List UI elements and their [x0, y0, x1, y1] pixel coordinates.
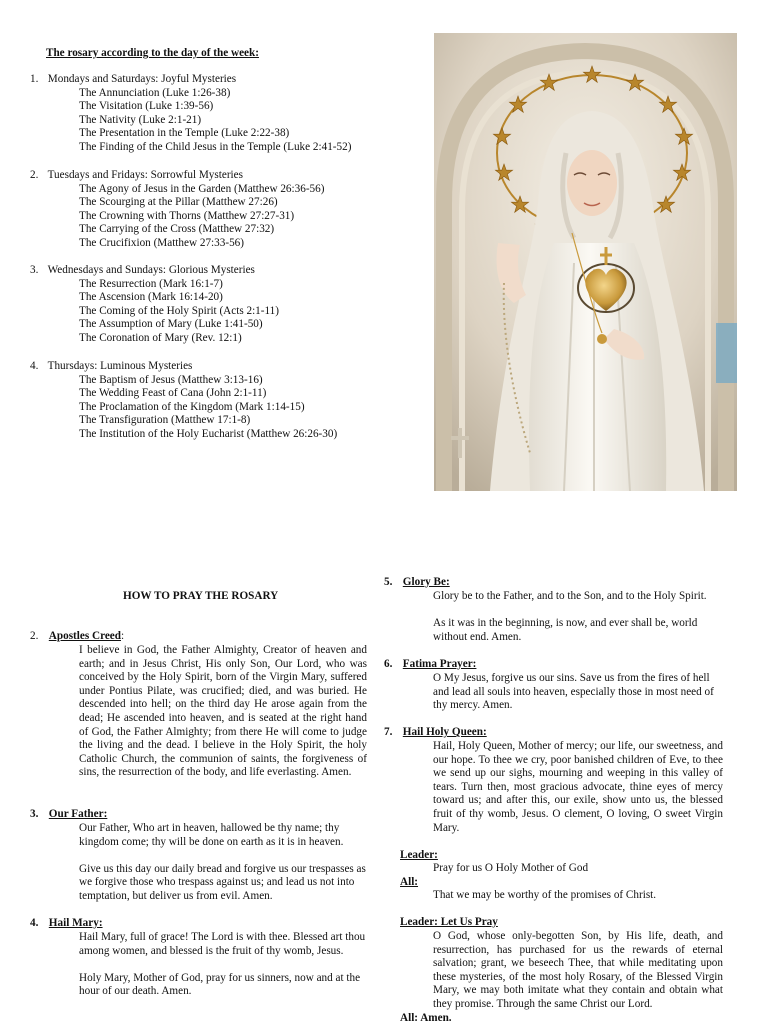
mystery-item: The Wedding Feast of Cana (John 2:1-11) — [79, 387, 267, 400]
prayer-paragraph: That we may be worthy of the promises of Christ. — [433, 889, 657, 901]
mystery-item: The Baptism of Jesus (Matthew 3:13-16) — [79, 373, 263, 386]
hail-mary-text — [79, 931, 369, 999]
list-number: 4. — [30, 360, 39, 372]
hail-holy-queen-heading — [384, 726, 487, 740]
our-father-text — [79, 822, 369, 904]
virgin-mary-statue-image — [434, 33, 737, 491]
day-label: Thursdays: Luminous Mysteries — [47, 360, 193, 372]
how-to-pray-title: HOW TO PRAY THE ROSARY — [123, 590, 279, 602]
our-father-heading — [30, 808, 107, 822]
section-title: Apostles Creed — [48, 630, 121, 642]
list-number: 3. — [30, 264, 39, 276]
rosary-days-title: The rosary according to the day of the week: — [46, 47, 259, 59]
section-title: Our Father: — [48, 808, 108, 820]
mystery-item: The Crowning with Thorns (Matthew 27:27-31) — [79, 209, 295, 222]
section-title: Hail Holy Queen: — [402, 726, 487, 738]
list-number: 4. — [30, 917, 39, 929]
mystery-item: The Institution of the Holy Eucharist (Matthew 26:26-30) — [79, 427, 338, 440]
list-number: 5. — [384, 576, 393, 588]
list-number: 2. — [30, 169, 39, 181]
let-us-pray-heading: Leader: Let Us Pray — [400, 916, 498, 928]
list-number: 3. — [30, 808, 39, 820]
prayer-paragraph: Glory be to the Father, and to the Son, and to the Holy Spirit. — [433, 590, 707, 602]
mystery-item: The Transfiguration (Matthew 17:1-8) — [79, 414, 251, 427]
list-number: 6. — [384, 658, 393, 670]
section-title: Hail Mary: — [48, 917, 103, 929]
mystery-item: The Carrying of the Cross (Matthew 27:32) — [79, 223, 275, 236]
prayer-paragraph: Our Father, Who art in heaven, hallowed be thy name; thy kingdom come; thy will be done on earth as it is in heaven. — [79, 822, 344, 848]
day-label: Tuesdays and Fridays: Sorrowful Mysteries — [47, 169, 243, 181]
day-list-item — [30, 169, 420, 251]
prayer-paragraph: O My Jesus, forgive us our sins. Save us from the fires of hell and lead all souls into heaven, especially those in most need of thy mercy. Amen. — [433, 672, 714, 712]
all-response-text — [433, 889, 723, 903]
glory-be-text — [433, 590, 723, 644]
mystery-item: The Presentation in the Temple (Luke 2:22-38) — [79, 127, 290, 140]
leader-text — [433, 862, 723, 876]
mystery-item: The Agony of Jesus in the Garden (Matthew 26:36-56) — [79, 182, 325, 195]
section-title: Fatima Prayer: — [402, 658, 477, 670]
prayer-paragraph: As it was in the beginning, is now, and ever shall be, world without end. Amen. — [433, 617, 698, 643]
apostles-creed-heading — [30, 630, 124, 644]
prayer-paragraph: Holy Mary, Mother of God, pray for us sinners, now and at the hour of our death. Amen. — [79, 971, 361, 998]
fatima-prayer-heading — [384, 658, 476, 672]
mystery-item: The Visitation (Luke 1:39-56) — [79, 100, 214, 113]
prayer-paragraph: O God, whose only-begotten Son, by His life, death, and resurrection, has purchased for us the rewards of eternal salvation; grant, we beseech Thee, that while meditating upon these mysteries, of the most holy Rosary, of the Blessed Virgin Mary, we may both imitate what they contain and obtain what they promise. Through the same Christ our Lord. — [433, 930, 723, 1010]
prayer-paragraph: Pray for us O Holy Mother of God — [433, 862, 589, 874]
list-number: 7. — [384, 726, 393, 738]
apostles-creed-text — [79, 644, 367, 780]
list-number: 2. — [30, 630, 39, 642]
hail-holy-queen-text — [433, 740, 723, 835]
section-title-suffix: : — [121, 630, 125, 642]
mystery-item: The Coming of the Holy Spirit (Acts 2:1-11) — [79, 304, 280, 317]
leader-heading: Leader: — [400, 849, 438, 861]
mystery-item: The Crucifixion (Matthew 27:33-56) — [79, 236, 244, 249]
all-amen-text: All: Amen. — [400, 1012, 452, 1024]
day-list-item — [30, 360, 420, 442]
day-label: Wednesdays and Sundays: Glorious Mysteries — [47, 264, 255, 276]
mystery-item: The Coronation of Mary (Rev. 12:1) — [79, 331, 242, 344]
hail-mary-heading — [30, 917, 103, 931]
list-number: 1. — [30, 73, 39, 85]
fatima-prayer-text — [433, 672, 723, 713]
prayer-paragraph: Hail, Holy Queen, Mother of mercy; our life, our sweetness, and our hope. To thee we cry, poor banished children of Eve, to thee we send up our sighs, mourning and weeping in this valley of tears. Turn then, most gracious advocate, thine eyes of mercy toward us; and after this, our exile, show unto us, the blessed fruit of thy womb, Jesus. O clement, O loving, O sweet Virgin Mary. — [433, 740, 723, 834]
all-heading: All: — [400, 876, 419, 888]
mystery-item: The Annunciation (Luke 1:26-38) — [79, 86, 231, 99]
day-list-item — [30, 73, 420, 155]
mystery-item: The Scourging at the Pillar (Matthew 27:26) — [79, 196, 278, 209]
mystery-item: The Ascension (Mark 16:14-20) — [79, 291, 223, 304]
prayer-paragraph: Give us this day our daily bread and forgive us our trespasses as we forgive those who trespass against us; and lead us not into temptation, but deliver us from evil. Amen. — [79, 862, 366, 902]
day-label: Mondays and Saturdays: Joyful Mysteries — [47, 73, 237, 85]
day-list-item — [30, 264, 420, 346]
mystery-item: The Nativity (Luke 2:1-21) — [79, 113, 202, 126]
mystery-item: The Resurrection (Mark 16:1-7) — [79, 277, 223, 290]
prayer-paragraph: I believe in God, the Father Almighty, Creator of heaven and earth; and in Jesus Christ, His only Son, Our Lord, who was conceived by the Holy Spirit, born of the Virgin Mary, suffered under Pontius Pilate, was crucified; died, and was buried. He descended into hell; on the third day He arose again from the dead; He ascended into heaven, and is seated at the right hand of God, the Father Almighty; from there He will come to judge the living and the dead. I believe in the Holy Spirit, the holy Catholic Church, the communion of saints, the forgiveness of sins, the resurrection of the body, and life everlasting. Amen. — [79, 644, 367, 779]
closing-prayer-text — [433, 930, 723, 1012]
mystery-item: The Finding of the Child Jesus in the Temple (Luke 2:41-52) — [79, 140, 352, 153]
mystery-item: The Proclamation of the Kingdom (Mark 1:14-15) — [79, 400, 305, 413]
mystery-item: The Assumption of Mary (Luke 1:41-50) — [79, 318, 263, 331]
section-title: Glory Be: — [402, 576, 450, 588]
glory-be-heading — [384, 576, 450, 590]
prayer-paragraph: Hail Mary, full of grace! The Lord is with thee. Blessed art thou among women, and blessed is the fruit of thy womb, Jesus. — [79, 931, 366, 957]
